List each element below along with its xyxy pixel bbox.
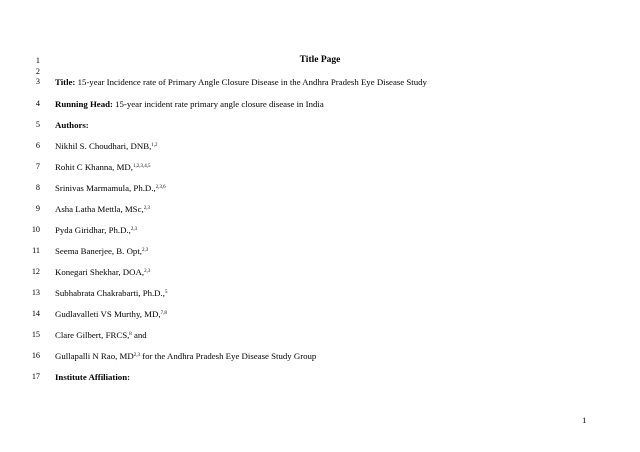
author-entry: Pyda Giridhar, Ph.D.,$^{2,3}$ <box>55 225 138 235</box>
line-3 <box>0 76 640 88</box>
line-15 <box>0 329 640 341</box>
line-number: 4 <box>35 99 40 108</box>
line-number: 11 <box>32 246 40 255</box>
author-entry: Gudlavalleti VS Murthy, MD,$^{7,8}$ <box>55 309 167 319</box>
author-entry: Konegari Shekhar, DOA,$^{2,3}$ <box>55 267 151 277</box>
author-entry: Gullapalli N Rao, MD$^{2,3}$ for the Andhra Pradesh Eye Disease Study Group <box>55 351 317 361</box>
line-7 <box>0 161 640 173</box>
running-head-line <box>55 98 324 110</box>
title-label: Title: <box>55 77 76 87</box>
line-10 <box>0 224 640 236</box>
line-number: 1 <box>35 56 40 65</box>
author-entry: Nikhil S. Choudhari, DNB,$^{1,2}$ <box>55 141 158 151</box>
running-head-label: Running Head: <box>55 99 113 109</box>
line-number: 9 <box>35 204 40 213</box>
author-entry: Seema Banerjee, B. Opt,$^{2,3}$ <box>55 246 149 256</box>
line-6 <box>0 140 640 152</box>
author-entry: Clare Gilbert, FRCS,$^8$ and <box>55 330 147 340</box>
line-number: 3 <box>35 77 40 86</box>
line-16 <box>0 350 640 362</box>
line-4 <box>0 98 640 110</box>
line-17 <box>0 371 640 383</box>
line-number: 7 <box>35 162 40 171</box>
title-line <box>55 76 427 88</box>
author-entry: Asha Latha Mettla, MSc,$^{2,3}$ <box>55 204 150 214</box>
page-title: Title Page <box>299 55 341 65</box>
line-8 <box>0 182 640 194</box>
line-13 <box>0 287 640 299</box>
line-number: 13 <box>31 288 40 297</box>
institute-affiliation-heading: Institute Affiliation: <box>55 372 131 382</box>
author-entry: Subhabrata Chakrabarti, Ph.D.,$^5$ <box>55 288 168 298</box>
line-12 <box>0 266 640 278</box>
line-number: 17 <box>31 372 40 381</box>
line-14 <box>0 308 640 320</box>
line-11 <box>0 245 640 257</box>
line-number: 12 <box>31 267 40 276</box>
author-entry: Srinivas Marmamula, Ph.D.,$^{2,3,6}$ <box>55 183 166 193</box>
line-number: 6 <box>35 141 40 150</box>
line-number: 15 <box>31 330 40 339</box>
line-5 <box>0 119 640 131</box>
page-number: 1 <box>582 415 587 425</box>
author-entry: Rohit C Khanna, MD,$^{1,2,3,4,5}$ <box>55 162 151 172</box>
line-number: 5 <box>35 120 40 129</box>
line-number: 10 <box>31 225 40 234</box>
line-number: 16 <box>31 351 40 360</box>
line-number: 2 <box>35 67 40 76</box>
running-head-text: 15-year incident rate primary angle closure disease in India <box>112 99 324 109</box>
line-9 <box>0 203 640 215</box>
authors-heading: Authors: <box>55 120 89 130</box>
title-text: 15-year Incidence rate of Primary Angle Closure Disease in the Andhra Pradesh Eye Disease Study <box>75 77 427 87</box>
line-number: 14 <box>31 309 40 318</box>
line-number: 8 <box>35 183 40 192</box>
